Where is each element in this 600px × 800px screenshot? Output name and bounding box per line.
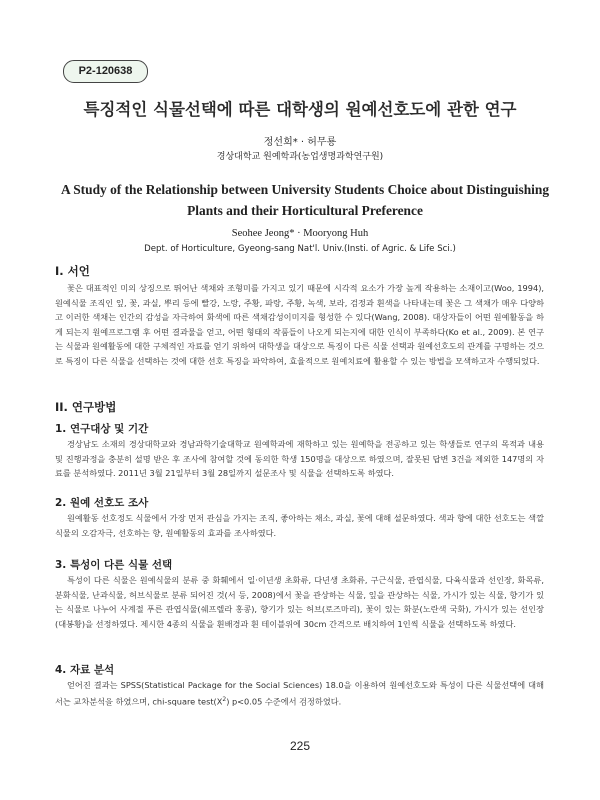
- chi-square-superscript: 2: [222, 695, 227, 703]
- english-title: [55, 179, 555, 221]
- subsection-2-paragraph: 원예활동 선호정도 식물에서 가장 먼저 관심을 가지는 조직, 좋아하는 채소, 과실, 꽃에 대해 설문하였다. 색과 향에 대한 선호도는 색깔 식물의 오감자극, 선호하는 향, 원예활동의 효과를 조사하였다.: [55, 513, 544, 538]
- subsection-4-paragraph: [55, 678, 544, 709]
- subsection-2-heading: 2. 원예 선호도 조사: [55, 497, 149, 509]
- methods-heading: II. 연구방법: [55, 400, 117, 414]
- subsection-3-heading: 3. 특성이 다른 식물 선택: [55, 559, 173, 571]
- subsection-1-paragraph: 경상남도 소재의 경상대학교와 경남과학기술대학교 원예학과에 재학하고 있는 원예학을 전공하고 있는 학생들로 연구의 목적과 내용 및 진행과정을 충분히 설명 받은 후 조사에 참여할 것에 동의한 학생 150명을 대상으로 하였으며, 잘못된 답변 3건을 제외한 147명의 자료를 분석하였다. 2011년 3월 21일부터 3월 28일까지 설문조사 및 식물을 선택하도록 하였다.: [55, 439, 544, 479]
- english-affiliation: Dept. of Horticulture, Gyeong-sang Nat'l. Univ.(Insti. of Agric. & Life Sci.): [144, 244, 456, 254]
- intro-paragraph: 꽃은 대표적인 미의 상징으로 뛰어난 색채와 조형미를 가지고 있기 때문에 시각적 요소가 가장 높게 작용하는 소재이고(Woo, 1994), 원예식물 조직인 잎, 꽃, 과실, 뿌리 등에 빨강, 노랑, 주황, 파랑, 주황, 녹색, 보라, 검정과 흰색을 나타내는데 꽃은 그 색채가 매우 다양하고 이러한 색채는 인간의 감성을 자극하여 화색에 따른 색채감성이미지를 형성한 수 있다(Wang, 2008). 대상자들이 어떤 원예활동을 하게 되는지 원예프로그램 후 어떤 결과물을 얻고, 어떤 형태의 작품들이 나오게 되는지에 대한 인식이 부족하다(Ko et al., 2009). 본 연구는 식물과 원예활동에 대한 구체적인 자료를 얻기 위하여 대학생을 대상으로 특징이 다른 식물 선택과 원예선호도의 관계를 구명하는 것으로 특징이 다른 식물을 선택하는 것에 대한 선호 특징을 파악하여, 효율적으로 원예치료에 활용할 수 있는 방법을 모색하고자 수행되었다.: [55, 283, 544, 366]
- korean-authors: 정선희* · 허무룡: [263, 137, 337, 148]
- page-number: 225: [289, 739, 311, 753]
- subsection-4-heading: 4. 자료 분석: [55, 664, 115, 676]
- korean-affiliation: 경상대학교 원예학과(농업생명과학연구원): [216, 152, 384, 162]
- english-title-line-2: Plants and their Horticultural Preference: [187, 203, 423, 218]
- english-authors: Seohee Jeong* · Mooryong Huh: [231, 228, 369, 239]
- english-title-line-1: A Study of the Relationship between University Students Choice about Distinguishing: [60, 182, 550, 197]
- intro-heading: I. 서언: [55, 264, 90, 278]
- paper-code-badge: P2-120638: [63, 60, 148, 83]
- subsection-3-paragraph: 특성이 다른 식물은 원예식물의 분류 중 화훼에서 일·이년생 초화류, 다년생 초화류, 구근식물, 관엽식물, 다육식물과 선인장, 화목류, 분화식물, 난과식물, 허브식물로 분류 되어진 것(서 등, 2008)에서 꽃을 관상하는 식물, 잎을 관상하는 식물, 가시가 있는 식물, 향기가 있는 식물로 나누어 사계절 푸른 관엽식물(쉐프렐라 홍콩), 향기가 있는 허브(로즈마리), 꽃이 있는 화분(노란색 국화), 가시가 있는 선인장(대봉황)을 선정하였다. 제시한 4종의 식물을 흰배경과 흰 테이블위에 30cm 간격으로 배치하여 1인씩 식물을 선택하도록 하였다.: [55, 575, 544, 629]
- korean-title: 특징적인 식물선택에 따른 대학생의 원예선호도에 관한 연구: [83, 100, 517, 119]
- subsection-4-text-b: ) p<0.05 수준에서 검정하였다.: [226, 696, 342, 707]
- subsection-1-heading: 1. 연구대상 및 기간: [55, 423, 149, 435]
- subsection-4-text-a: 얻어진 결과는 SPSS(Statistical Package for the Social Sciences) 18.0을 이용하여 원예선호도와 특성이 다른 식물선택에 대해서는 교차분석을 하였으며, chi-square test(X: [55, 680, 544, 707]
